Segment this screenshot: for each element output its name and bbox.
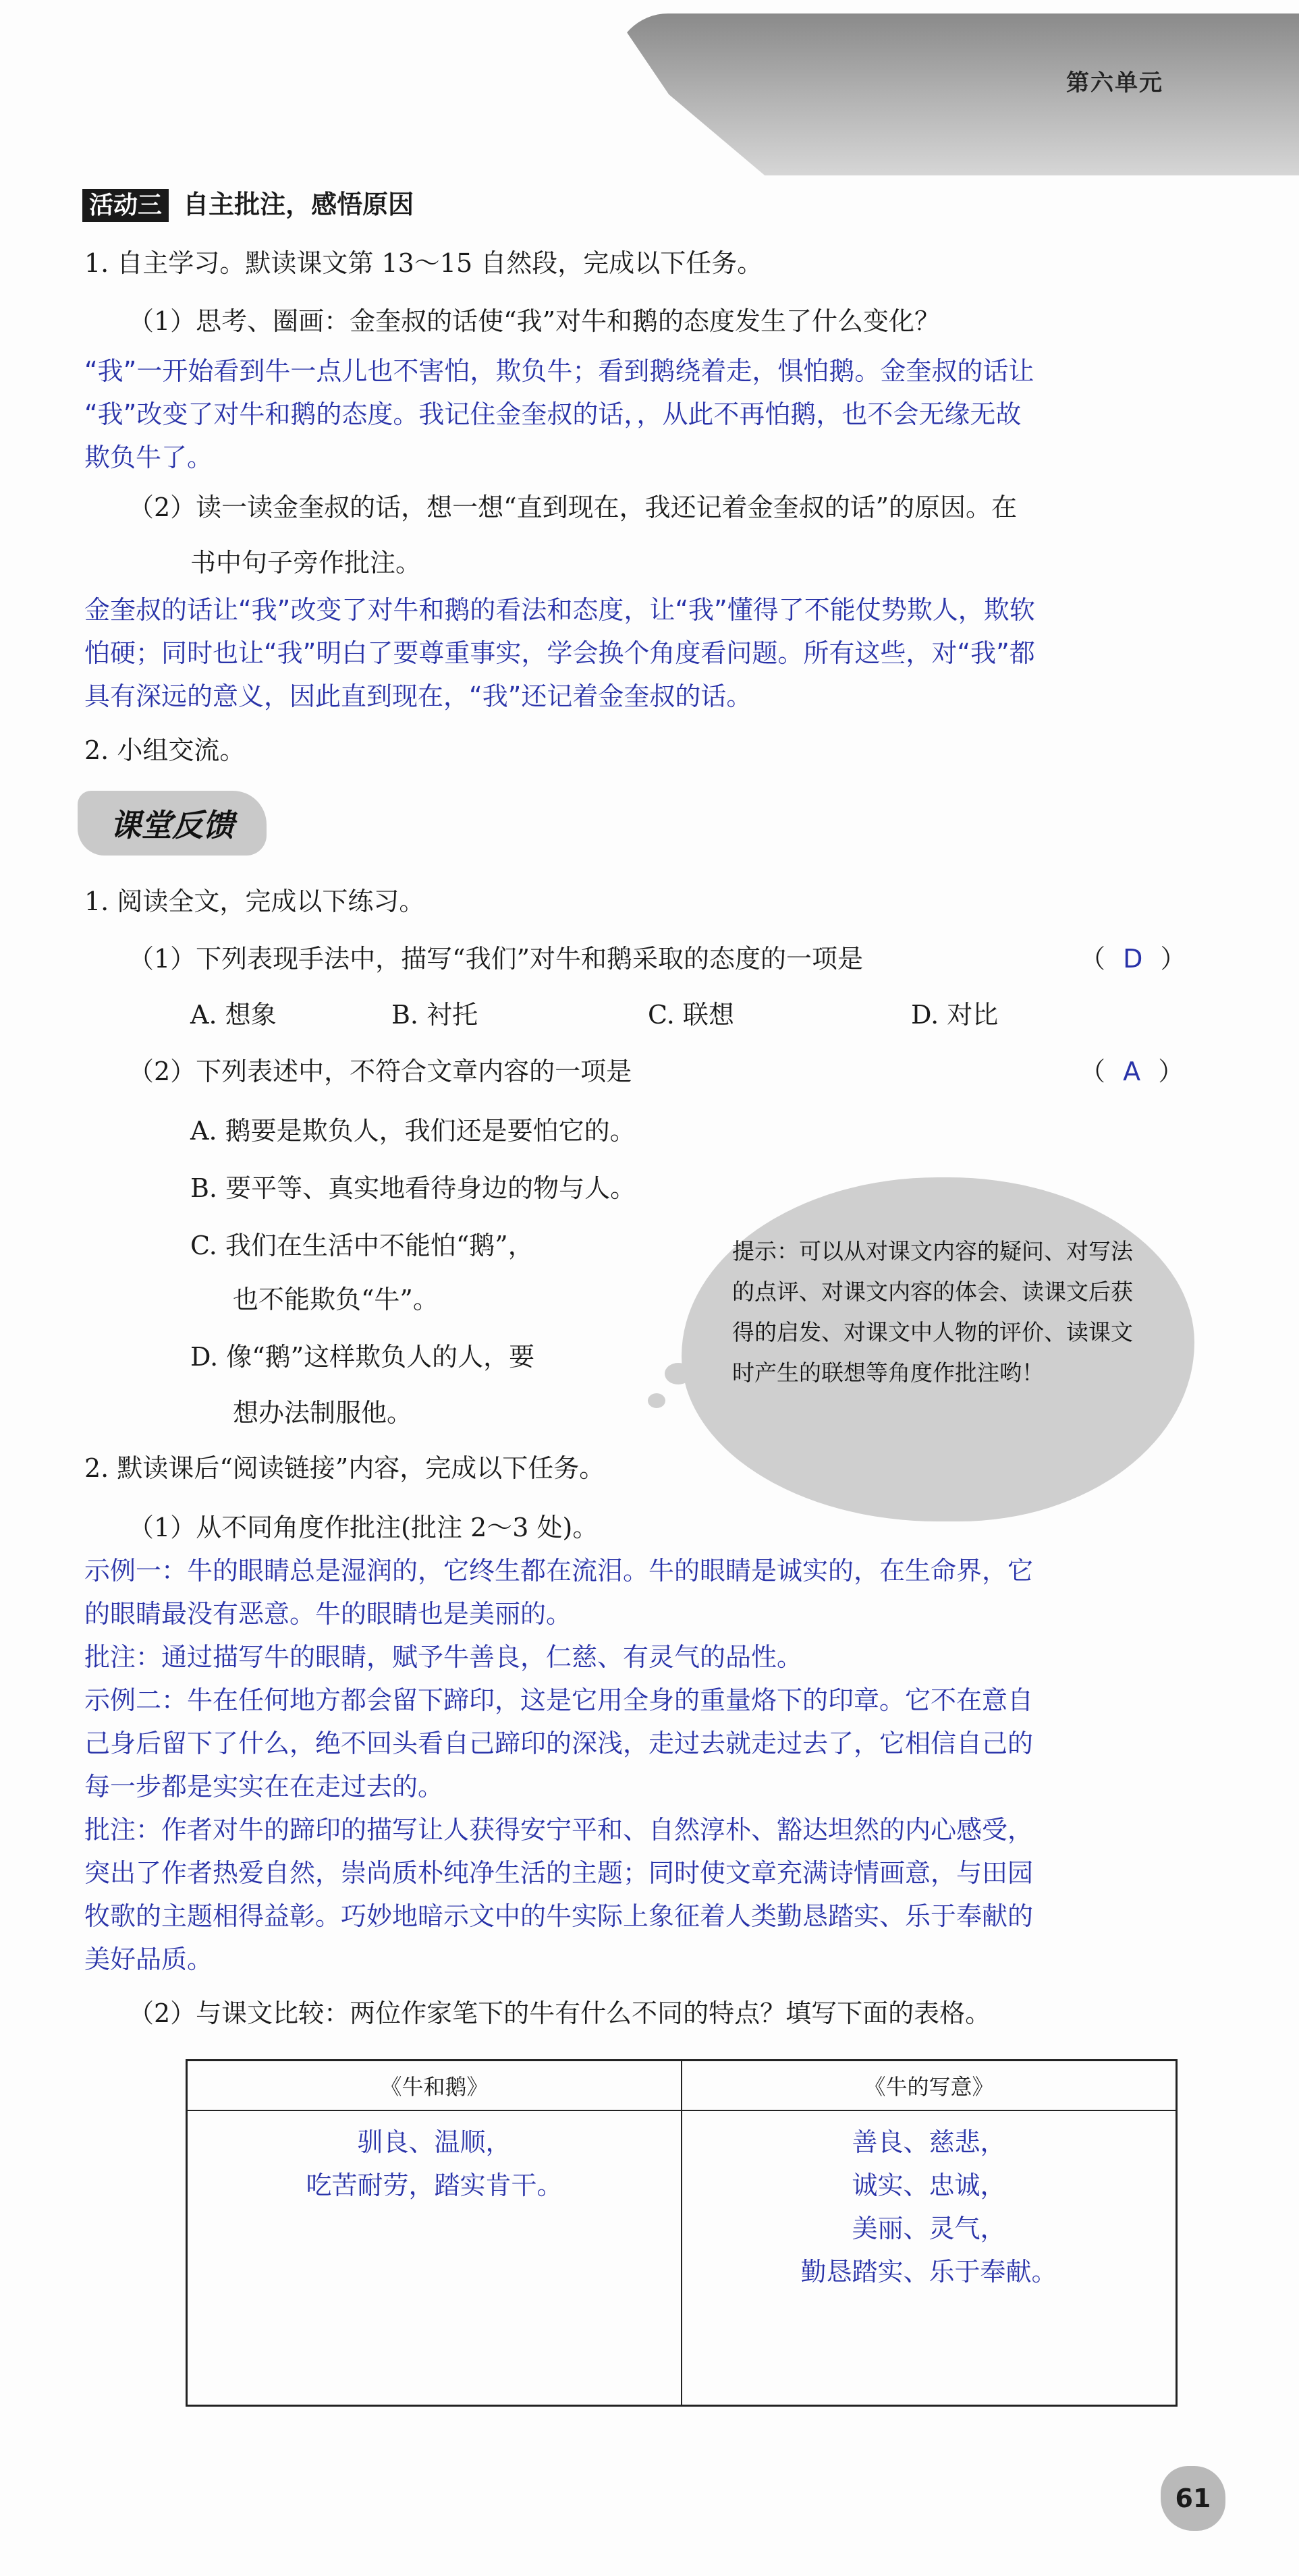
feedback-q1: 1. 阅读全文，完成以下练习。: [84, 887, 425, 916]
option-d: D. 像“鹅”这样欺负人的人，要: [190, 1342, 535, 1372]
option-a: A. 鹅要是欺负人，我们还是要怕它的。: [190, 1116, 636, 1146]
answer-q1-1: [84, 349, 1218, 479]
activity-heading: [82, 184, 414, 221]
unit-title: 第六单元: [1066, 69, 1163, 96]
answer-line: 己身后留下了什么，绝不回头看自己蹄印的深浅，走过去就走过去了，它相信自己的: [84, 1729, 1034, 1758]
option-c-cont: 也不能欺负“牛”。: [233, 1285, 439, 1314]
thought-bubble: [665, 1363, 692, 1384]
answer-line: 批注：作者对牛的蹄印的描写让人获得安宁平和、自然淳朴、豁达坦然的内心感受，: [84, 1815, 1034, 1845]
cell-line: 诚实、忠诚，: [852, 2171, 1006, 2200]
answer-line: 金奎叔的话让“我”改变了对牛和鹅的看法和态度，让“我”懂得了不能仗势欺人，欺软: [84, 595, 1035, 625]
answer-line: 牧歌的主题相得益彰。巧妙地暗示文中的牛实际上象征着人类勤恳踏实、乐于奉献的: [84, 1901, 1034, 1931]
table-cell-left: [187, 2110, 682, 2406]
feedback-q2-1: （1）从不同角度作批注(批注 2～3 处)。: [128, 1513, 599, 1542]
answer-line: 欺负牛了。: [84, 443, 213, 472]
paren-right: ）: [1158, 1057, 1184, 1086]
hint-text: 提示：可以从对课文内容的疑问、对写法的点评、对课文内容的体会、读课文后获得的启发、对课文中人物的评价、读课文时产生的联想等角度作批注哟！: [732, 1238, 1133, 1386]
table-header-left: 《牛和鹅》: [187, 2061, 682, 2111]
activity-tag: 活动三: [82, 189, 169, 222]
feedback-q2: 2. 默读课后“阅读链接”内容，完成以下任务。: [84, 1453, 605, 1483]
comparison-table: [186, 2059, 1178, 2407]
cell-line: 勤恳踏实、乐于奉献。: [800, 2257, 1057, 2287]
answer-line: 怕硬；同时也让“我”明白了要尊重事实，学会换个角度看问题。所有这些，对“我”都: [84, 638, 1035, 668]
answer-choice: A: [1123, 1057, 1141, 1086]
table-row: [187, 2110, 1177, 2406]
option-d: D. 对比: [911, 1000, 999, 1030]
feedback-badge: 课堂反馈: [78, 791, 267, 856]
table-header-row: [187, 2061, 1177, 2111]
activity-title: 自主批注，感悟原因: [183, 190, 414, 219]
answer-line: 每一步都是实实在在走过去的。: [84, 1772, 444, 1801]
answer-bracket-q1-1: [1080, 941, 1186, 976]
option-d-cont: 想办法制服他。: [233, 1398, 413, 1428]
answer-choice: D: [1123, 944, 1143, 974]
paren-right: ）: [1160, 944, 1186, 974]
table-header-right: 《牛的写意》: [682, 2061, 1177, 2111]
answer-line: 示例二：牛在任何地方都会留下蹄印，这是它用全身的重量烙下的印章。它不在意自: [84, 1685, 1034, 1715]
answer-line: “我”改变了对牛和鹅的态度。我记住金奎叔的话，，从此不再怕鹅，也不会无缘无故: [84, 399, 1022, 429]
table-cell-right: [682, 2110, 1177, 2406]
option-b: B. 要平等、真实地看待身边的物与人。: [190, 1173, 636, 1203]
answer-q2-1: [84, 1549, 1218, 1981]
activity-q2: 2. 小组交流。: [84, 735, 246, 765]
answer-line: 美好品质。: [84, 1944, 213, 1974]
activity-q1-2-cont: 书中句子旁作批注。: [190, 548, 422, 578]
feedback-q2-2: （2）与课文比较：两位作家笔下的牛有什么不同的特点？填写下面的表格。: [128, 1998, 991, 2028]
answer-line: 突出了作者热爱自然，崇尚质朴纯净生活的主题；同时使文章充满诗情画意，与田园: [84, 1858, 1034, 1888]
feedback-q1-1: （1）下列表现手法中，描写“我们”对牛和鹅采取的态度的一项是: [128, 944, 864, 974]
answer-line: “我”一开始看到牛一点儿也不害怕，欺负牛；看到鹅绕着走，惧怕鹅。金奎叔的话让: [84, 356, 1034, 386]
answer-line: 具有深远的意义，因此直到现在，“我”还记着金奎叔的话。: [84, 681, 752, 711]
cell-line: 美丽、灵气，: [852, 2214, 1006, 2243]
feedback-q1-2: （2）下列表述中，不符合文章内容的一项是: [128, 1057, 632, 1086]
answer-bracket-q1-2: [1080, 1054, 1184, 1089]
cell-line: 吃苦耐劳，踏实肯干。: [306, 2171, 563, 2200]
option-a: A. 想象: [190, 1000, 277, 1030]
page-number: 61: [1161, 2466, 1225, 2531]
activity-q1-1: （1）思考、圈画：金奎叔的话使“我”对牛和鹅的态度发生了什么变化？: [128, 306, 941, 336]
answer-q1-2: [84, 588, 1218, 718]
answer-line: 批注：通过描写牛的眼睛，赋予牛善良，仁慈、有灵气的品性。: [84, 1642, 803, 1672]
cell-line: 驯良、温顺，: [357, 2127, 512, 2157]
cell-line: 善良、慈悲，: [852, 2127, 1006, 2157]
thought-bubble: [648, 1393, 665, 1408]
header-tab: [614, 13, 1299, 175]
option-c: C. 联想: [648, 1000, 734, 1030]
option-c: C. 我们在生活中不能怕“鹅”，: [190, 1231, 534, 1260]
activity-q1-2: （2）读一读金奎叔的话，想一想“直到现在，我还记着金奎叔的话”的原因。在: [128, 493, 1018, 522]
paren-left: （: [1080, 1057, 1106, 1086]
activity-q1: 1. 自主学习。默读课文第 13～15 自然段，完成以下任务。: [84, 248, 763, 278]
paren-left: （: [1080, 944, 1106, 974]
option-b: B. 衬托: [391, 1000, 478, 1030]
answer-line: 示例一：牛的眼睛总是湿润的，它终生都在流泪。牛的眼睛是诚实的，在生命界，它: [84, 1556, 1034, 1586]
answer-line: 的眼睛最没有恶意。牛的眼睛也是美丽的。: [84, 1599, 572, 1629]
